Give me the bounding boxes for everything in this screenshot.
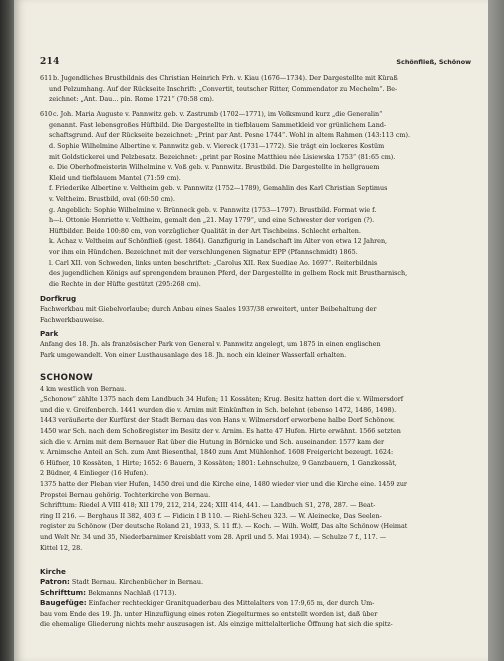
entry-line: genannt. Fast lebensgroßes Hüftbild. Die Dargestellte in tiefblauem Sammetkleid vor grünlichem Land- [49,120,387,129]
section-line: Park umgewandelt. Von einer Lusthausanlage des 18. Jh. noch ein kleiner Wasserfall erhalten. [40,350,347,359]
bibliography-line: und Welt Nr. 34 und 35, Niederbarnimer Kreisblatt vom 28. April und 5. Mai 1934). — Schulze 7 f., 117. — [40,532,387,541]
history-line: 1450 war Sch. nach dem Schoßregister im Besitz der v. Arnim. Es hatte 47 Hufen. Hirte erwähnt. 1566 setzten [40,426,401,435]
history-line: 1443 veräußerte der Kurfürst der Stadt Bernau das von Hans v. Wilmersdorf erworbene halbe Dorf Schönow. [40,416,395,425]
portrait-entries [40,141,471,289]
entry-line: g. Angeblich: Sophie Wilhelmine v. Brünneck geb. v. Pannwitz (1753—1797). Brustbild. Format wie f. [49,205,377,214]
section-dorfkrug [40,294,471,325]
section-heading: Kirche [40,567,66,576]
entry-number: 611 [40,74,53,82]
entry-line: k. Achaz v. Veltheim auf Schönfließ (gest. 1864). Ganzfigurig in Landschaft im Alter von etwa 12 Jahren, [49,237,388,246]
entry-line: v. Veltheim. Brustbild, oval (60:50 cm). [49,194,175,203]
bibliography-line: ring II 216. — Berghaus II 382, 403 f. — Fidicin I B 110. — Riehl-Scheu 323. — W. Aleinecke, Das Seelen- [40,511,382,520]
entry-611 [40,73,471,105]
patronat-line: Patron: Stadt Bernau. Kirchenbücher in Bernau. [40,577,204,586]
page-number: 214 [40,57,60,67]
place-heading: SCHONOW [40,373,94,383]
history-line: 6 Hüfner, 10 Kossäten, 1 Hirte; 1652: 6 Bauern, 3 Kossäten; 1801: Lehnschulze, 9 Ganzbauern, 1 Ganzkossät, [40,458,397,467]
baugefuege-line: Baugefüge: Einfacher rechteckiger Granitquaderbau des Mittelalters von 17:9,65 m, der durch Um- [40,598,375,608]
bibliography-line: Kittel 12, 28. [40,543,83,552]
page-edge [488,0,504,661]
running-title: Schönfließ, Schönow [396,58,471,66]
page-content [40,0,471,661]
section-line: Fachwerkbau mit Giebelvorlaube; durch Anbau eines Saales 1937/38 erweitert, unter Beibehaltung der [40,305,377,313]
section-park [40,329,471,360]
page-header [40,57,471,69]
history-line: und die v. Greifenberch. 1441 wurden die v. Arnim mit Einkünften in Sch. belehnt (ebenso 1472, 1486, 1498). [40,405,397,414]
history-line: Propstei Bernau gehörig. Tochterkirche von Bernau. [40,490,211,499]
entry-line: 610c. Joh. Maria Auguste v. Pannwitz geb. v. Zastrumb (1702—1771), im Volksmund kurz „die Generalin“ [40,110,383,118]
baugefuege-line: bau vom Ende des 19. Jh. unter Hinzufügung eines roten Ziegelturmes so entstellt worden ist, daß über [40,609,378,618]
entry-line: mit Goldstickerei und Pelzbesatz. Bezeichnet: „print par Rosine Matthieu née Lisiewska 1753“ (81:65 cm). [49,152,396,161]
section-line: Anfang des 18. Jh. als französischer Park von General v. Pannwitz angelegt, um 1875 in einen englischen [40,340,381,348]
bibliography-line: Schrifttum: Riedel A VIII 418; XII 179, 212, 214, 224; XIII 414, 441. — Landbuch S1, 278, 287. — Beat- [40,501,376,510]
entry-610 [40,109,471,141]
section-heading: Dorfkrug [40,294,77,303]
entry-line: d. Sophie Wilhelmine Albertine v. Pannwitz geb. v. Viereck (1731—1772). Sie trägt ein lockeres Kostüm [49,142,385,150]
entry-line: f. Friederike Albertine v. Veltheim geb. v. Pannwitz (1752—1789), Gemahlin des Karl Christian Septimus [49,184,388,193]
entry-line: und Pelzumhang. Auf der Rückseite Inschrift: „Convertit, teutscher Ritter, Commendator zu Mechelm“. Be- [49,84,398,93]
entry-line: schaftsgrund. Auf der Rückseite bezeichnet: „Print par Ant. Pesne 1744“. Wohl in altem Rahmen (143:113 cm). [49,131,411,140]
entry-line: l. Carl XII. von Schweden, links unten beschriftet: „Carolus XII. Rex Suediae Ao. 1697“. Reiterbildnis [49,258,378,267]
history-line: sich die v. Arnim mit dem Bernauer Rat über die Hutung in Börnicke und Sch. auseinander. 1577 kam der [40,437,385,446]
entry-line: h—i. Ottonie Henriette v. Veltheim, gemalt den „21. May 1779“, und eine Schwester der vorigen (?). [49,216,375,225]
bibliography-line: register zu Schönow (Der deutsche Roland 21, 1933, S. 11 ff.). — Koch. — Wilh. Wolff, Das alte Schönow (Heimat [40,522,408,531]
history-line: 2 Büdner, 4 Einlieger (16 Hufen). [40,469,149,478]
book-binding-shadow [0,0,14,661]
place-subtitle: 4 km westlich von Bernau. [40,384,127,393]
section-heading: Park [40,329,59,338]
section-kirche [40,567,471,630]
entry-line: die Rechte in der Hüfte gestützt (295:268 cm). [49,279,201,288]
entry-line: zeichnet: „Ant. Dau... pin. Rome 1721“ (70:58 cm). [49,95,214,104]
baugefuege-line: die ehemalige Gliederung nichts mehr auszusagen ist. Als einzige mittelalterliche Öffnung hat sich die spitz- [40,620,393,629]
section-schonow [40,373,471,553]
entry-line: e. Die Oberhofmeisterin Wilhelmine v. Voß geb. v. Pannwitz. Brustbild. Die Dargestellte in hellgrauem [49,163,380,172]
history-line: 1375 hatte der Pleban vier Hufen, 1450 drei und die Kirche eine, 1480 wieder vier und die Kirche eine. 1459 zur [40,479,407,488]
entry-line: 611b. Jugendliches Brustbildnis des Christian Heinrich Frh. v. Kiau (1676—1734). Der Dargestellte mit Küraß [40,74,398,82]
entry-number: 610 [40,110,53,118]
entry-line: des jugendlichen Königs auf sprengendem braunen Pferd, der Dargestellte in gelbem Rock mit Brustharnisch, [49,269,408,278]
entry-line: Kleid und tiefblauem Mantel (71:59 cm). [49,173,181,182]
schrifttum-line: Schrifttum: Bekmanns Nachlaß (1713). [40,587,177,597]
entry-line: vor ihm ein Hündchen. Bezeichnet mit der verschlungenen Signatur EPP (Pfannschmidt) 1865. [49,247,358,256]
history-line: „Schonow“ zählte 1375 nach dem Landbuch 34 Hufen; 11 Kossäten; Krug. Besitz hatten dort die v. Wilmersdorf [40,395,404,404]
history-line: v. Arnimsche Anteil an Sch. zum Amt Biesenthal, 1840 zum Amt Mühlenhof. 1608 Freigericht bezeugt. 1624: [40,448,394,457]
entry-line: Hüftbilder. Beide 100:80 cm, von vorzüglicher Qualität in der Art Tischbeins. Schlecht erhalten. [49,226,361,235]
section-line: Fachwerkbauweise. [40,315,105,324]
